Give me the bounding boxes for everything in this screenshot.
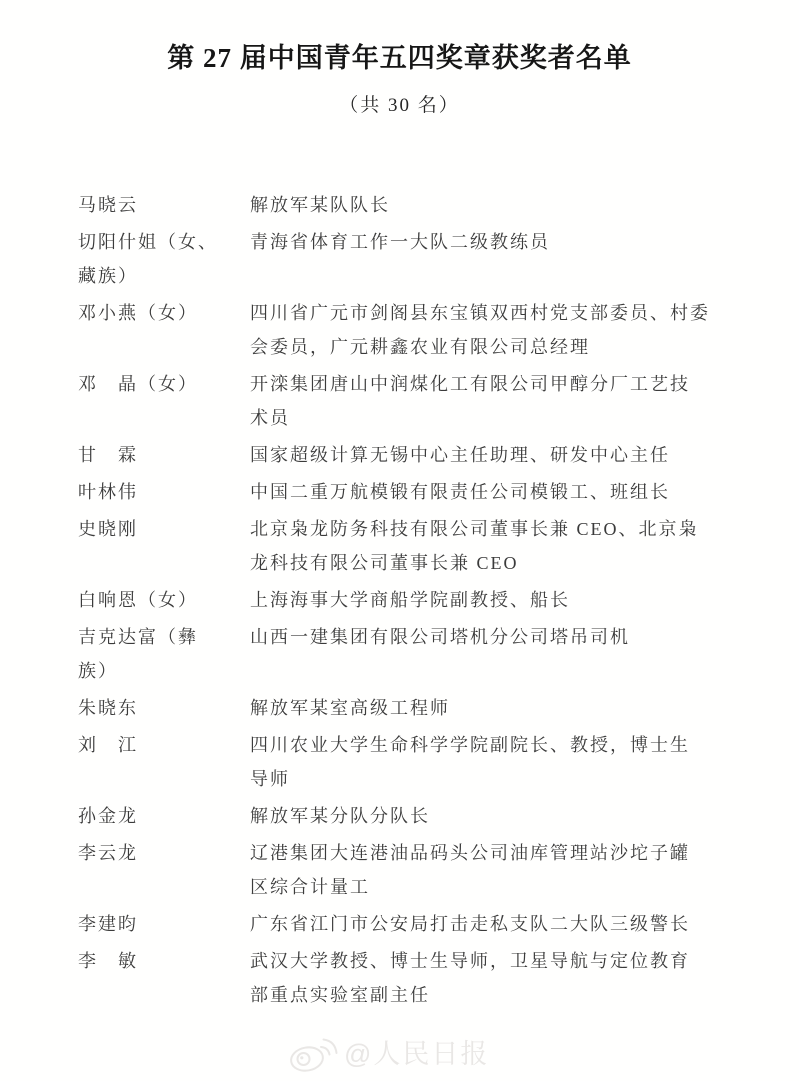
text-line: 李 敏 <box>78 951 138 971</box>
list-entry <box>78 188 799 222</box>
text-line: 刘 江 <box>78 735 138 755</box>
winner-name <box>78 583 250 617</box>
text-line: 吉克达富（彝 <box>78 627 198 647</box>
winner-name <box>78 188 250 222</box>
text-line: 甘 霖 <box>78 445 138 465</box>
text-line: 国家超级计算无锡中心主任助理、研发中心主任 <box>250 445 670 465</box>
winner-name <box>78 836 250 870</box>
text-line: 李云龙 <box>78 843 138 863</box>
page-title: 第 27 届中国青年五四奖章获奖者名单 <box>167 43 632 73</box>
text-line: 解放军某室高级工程师 <box>250 698 450 718</box>
text-line: 会委员，广元耕鑫农业有限公司总经理 <box>250 337 590 357</box>
list-entry <box>78 438 799 472</box>
winners-list <box>0 188 799 1012</box>
winner-description <box>250 438 799 472</box>
list-entry <box>78 799 799 833</box>
winner-description <box>250 691 799 725</box>
winner-name <box>78 225 250 293</box>
winner-name <box>78 620 250 688</box>
winner-description <box>250 907 799 941</box>
list-entry <box>78 907 799 941</box>
text-line: 史晓刚 <box>78 519 138 539</box>
list-entry <box>78 836 799 904</box>
list-entry <box>78 475 799 509</box>
text-line: 山西一建集团有限公司塔机分公司塔吊司机 <box>250 627 630 647</box>
winner-name <box>78 944 250 978</box>
text-line: 中国二重万航模锻有限责任公司模锻工、班组长 <box>250 482 670 502</box>
winner-description <box>250 225 799 259</box>
winner-description <box>250 836 799 904</box>
winner-name <box>78 512 250 546</box>
list-entry <box>78 225 799 293</box>
winner-name <box>78 438 250 472</box>
list-entry <box>78 367 799 435</box>
winner-description <box>250 620 799 654</box>
text-line: 术员 <box>250 408 290 428</box>
text-line: 区综合计量工 <box>250 877 370 897</box>
list-entry <box>78 728 799 796</box>
winner-description <box>250 583 799 617</box>
page-subtitle: （共 30 名） <box>339 95 460 116</box>
text-line: 李建昀 <box>78 914 138 934</box>
text-line: 龙科技有限公司董事长兼 CEO <box>250 553 519 573</box>
list-entry <box>78 583 799 617</box>
winner-description <box>250 188 799 222</box>
text-line: 叶林伟 <box>78 482 138 502</box>
winner-description <box>250 728 799 796</box>
winner-name <box>78 728 250 762</box>
winner-name <box>78 799 250 833</box>
text-line: 四川农业大学生命科学学院副院长、教授，博士生 <box>250 735 690 755</box>
list-entry <box>78 620 799 688</box>
text-line: 四川省广元市剑阁县东宝镇双西村党支部委员、村委 <box>250 303 710 323</box>
winner-name <box>78 296 250 330</box>
text-line: 马晓云 <box>78 195 138 215</box>
text-line: 孙金龙 <box>78 806 138 826</box>
list-entry <box>78 296 799 364</box>
text-line: 朱晓东 <box>78 698 138 718</box>
winner-name <box>78 367 250 401</box>
text-line: 邓 晶（女） <box>78 374 198 394</box>
winner-name <box>78 907 250 941</box>
text-line: 辽港集团大连港油品码头公司油库管理站沙坨子罐 <box>250 843 690 863</box>
winner-description <box>250 367 799 435</box>
text-line: 解放军某分队分队长 <box>250 806 430 826</box>
winner-name <box>78 691 250 725</box>
text-line: 武汉大学教授、博士生导师，卫星导航与定位教育 <box>250 951 690 971</box>
text-line: 上海海事大学商船学院副教授、船长 <box>250 590 570 610</box>
winner-description <box>250 296 799 364</box>
winner-description <box>250 475 799 509</box>
text-line: 开滦集团唐山中润煤化工有限公司甲醇分厂工艺技 <box>250 374 690 394</box>
watermark <box>288 1034 489 1074</box>
text-line: 切阳什姐（女、 <box>78 232 218 252</box>
text-line: 族） <box>78 661 118 681</box>
winner-description <box>250 799 799 833</box>
text-line: 导师 <box>250 769 290 789</box>
weibo-icon <box>288 1034 340 1074</box>
winner-description <box>250 944 799 1012</box>
list-entry <box>78 512 799 580</box>
watermark-text: @人民日报 <box>344 1039 490 1069</box>
winner-name <box>78 475 250 509</box>
text-line: 广东省江门市公安局打击走私支队二大队三级警长 <box>250 914 690 934</box>
winner-description <box>250 512 799 580</box>
text-line: 部重点实验室副主任 <box>250 985 430 1005</box>
text-line: 青海省体育工作一大队二级教练员 <box>250 232 550 252</box>
text-line: 邓小燕（女） <box>78 303 198 323</box>
text-line: 藏族） <box>78 266 138 286</box>
text-line: 白响恩（女） <box>78 590 198 610</box>
text-line: 解放军某队队长 <box>250 195 390 215</box>
text-line: 北京枭龙防务科技有限公司董事长兼 CEO、北京枭 <box>250 519 699 539</box>
list-entry <box>78 944 799 1012</box>
list-entry <box>78 691 799 725</box>
